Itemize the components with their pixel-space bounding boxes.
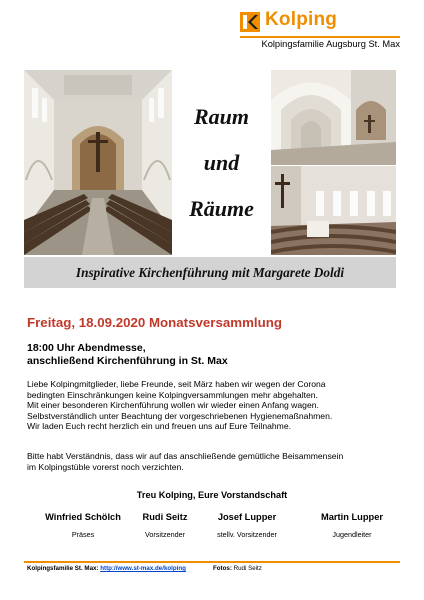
signatory-role: Jugendleiter (332, 530, 372, 539)
photo-credit-label: Fotos: (213, 565, 232, 572)
signatory-name: Josef Lupper (217, 512, 277, 522)
signatory-name: Martin Lupper (321, 512, 383, 522)
event-time: 18:00 Uhr Abendmesse, (27, 342, 146, 354)
signature-block (202, 512, 292, 539)
event-headline: Freitag, 18.09.2020 Monatsversammlung (27, 315, 282, 330)
organization-subtitle: Kolpingsfamilie Augsburg St. Max (261, 39, 400, 49)
title-line-raum: Raum (193, 104, 250, 129)
footer-org-label: Kolpingsfamilie St. Max: (27, 565, 99, 572)
body-line: bedingten Einschränkungen keine Kolpingversammlungen mehr abgehalten. (27, 389, 318, 400)
signatory-name: Rudi Seitz (142, 512, 188, 522)
body-paragraph-1 (27, 379, 407, 432)
footer-org (27, 565, 186, 572)
signatory-name: Winfried Schölch (45, 512, 121, 522)
body-line: Liebe Kolpingmitglieder, liebe Freunde, seit März haben wir wegen der Corona (27, 379, 326, 389)
body-line: Mit einer besonderen Kirchenführung wollen wir wieder einen Anfang wagen. (27, 400, 319, 411)
event-followup: anschließend Kirchenführung in St. Max (27, 355, 228, 367)
footer-photo-credit (213, 565, 262, 572)
signatory-role: Präses (71, 530, 95, 539)
signature-block (312, 512, 392, 539)
title-panel (172, 70, 271, 255)
signature-block (33, 512, 133, 539)
brand-name: Kolping (265, 9, 338, 30)
header-divider (240, 36, 400, 38)
title-line-raeume: Räume (189, 196, 254, 221)
signature-block (130, 512, 200, 539)
church-nave-photo (24, 70, 172, 255)
body-line: im Kolpingstüble vorerst noch verzichten. (27, 461, 184, 472)
banner-text: Inspirative Kirchenführung mit Margarete Doldi (75, 264, 345, 280)
body-line: Bitte habt Verständnis, dass wir auf das anschließende gemütliche Beisammensein (27, 451, 344, 461)
kolping-logo (240, 9, 400, 52)
title-line-und: und (203, 150, 240, 175)
body-line: Selbstverständlich unter Beachtung der vorgeschriebenen Hygienemaßnahmen. (27, 410, 333, 421)
footer-website-link[interactable]: http://www.st-max.de/kolping (100, 565, 186, 572)
photo-credit-name: Rudi Seitz (233, 565, 262, 572)
body-line: Wir laden Euch recht herzlich ein und freuen uns auf Eure Teilnahme. (27, 421, 292, 432)
church-crucifix-photo (271, 166, 396, 255)
kolping-k-icon (240, 12, 260, 32)
church-aisle-photo (271, 70, 396, 165)
closing-greeting: Treu Kolping, Eure Vorstandschaft (136, 490, 288, 500)
body-paragraph-2 (27, 451, 407, 472)
signatory-role: stellv. Vorsitzender (217, 530, 277, 539)
subtitle-banner (24, 257, 396, 288)
footer-divider (24, 561, 400, 563)
signatory-role: Vorsitzender (145, 530, 185, 539)
